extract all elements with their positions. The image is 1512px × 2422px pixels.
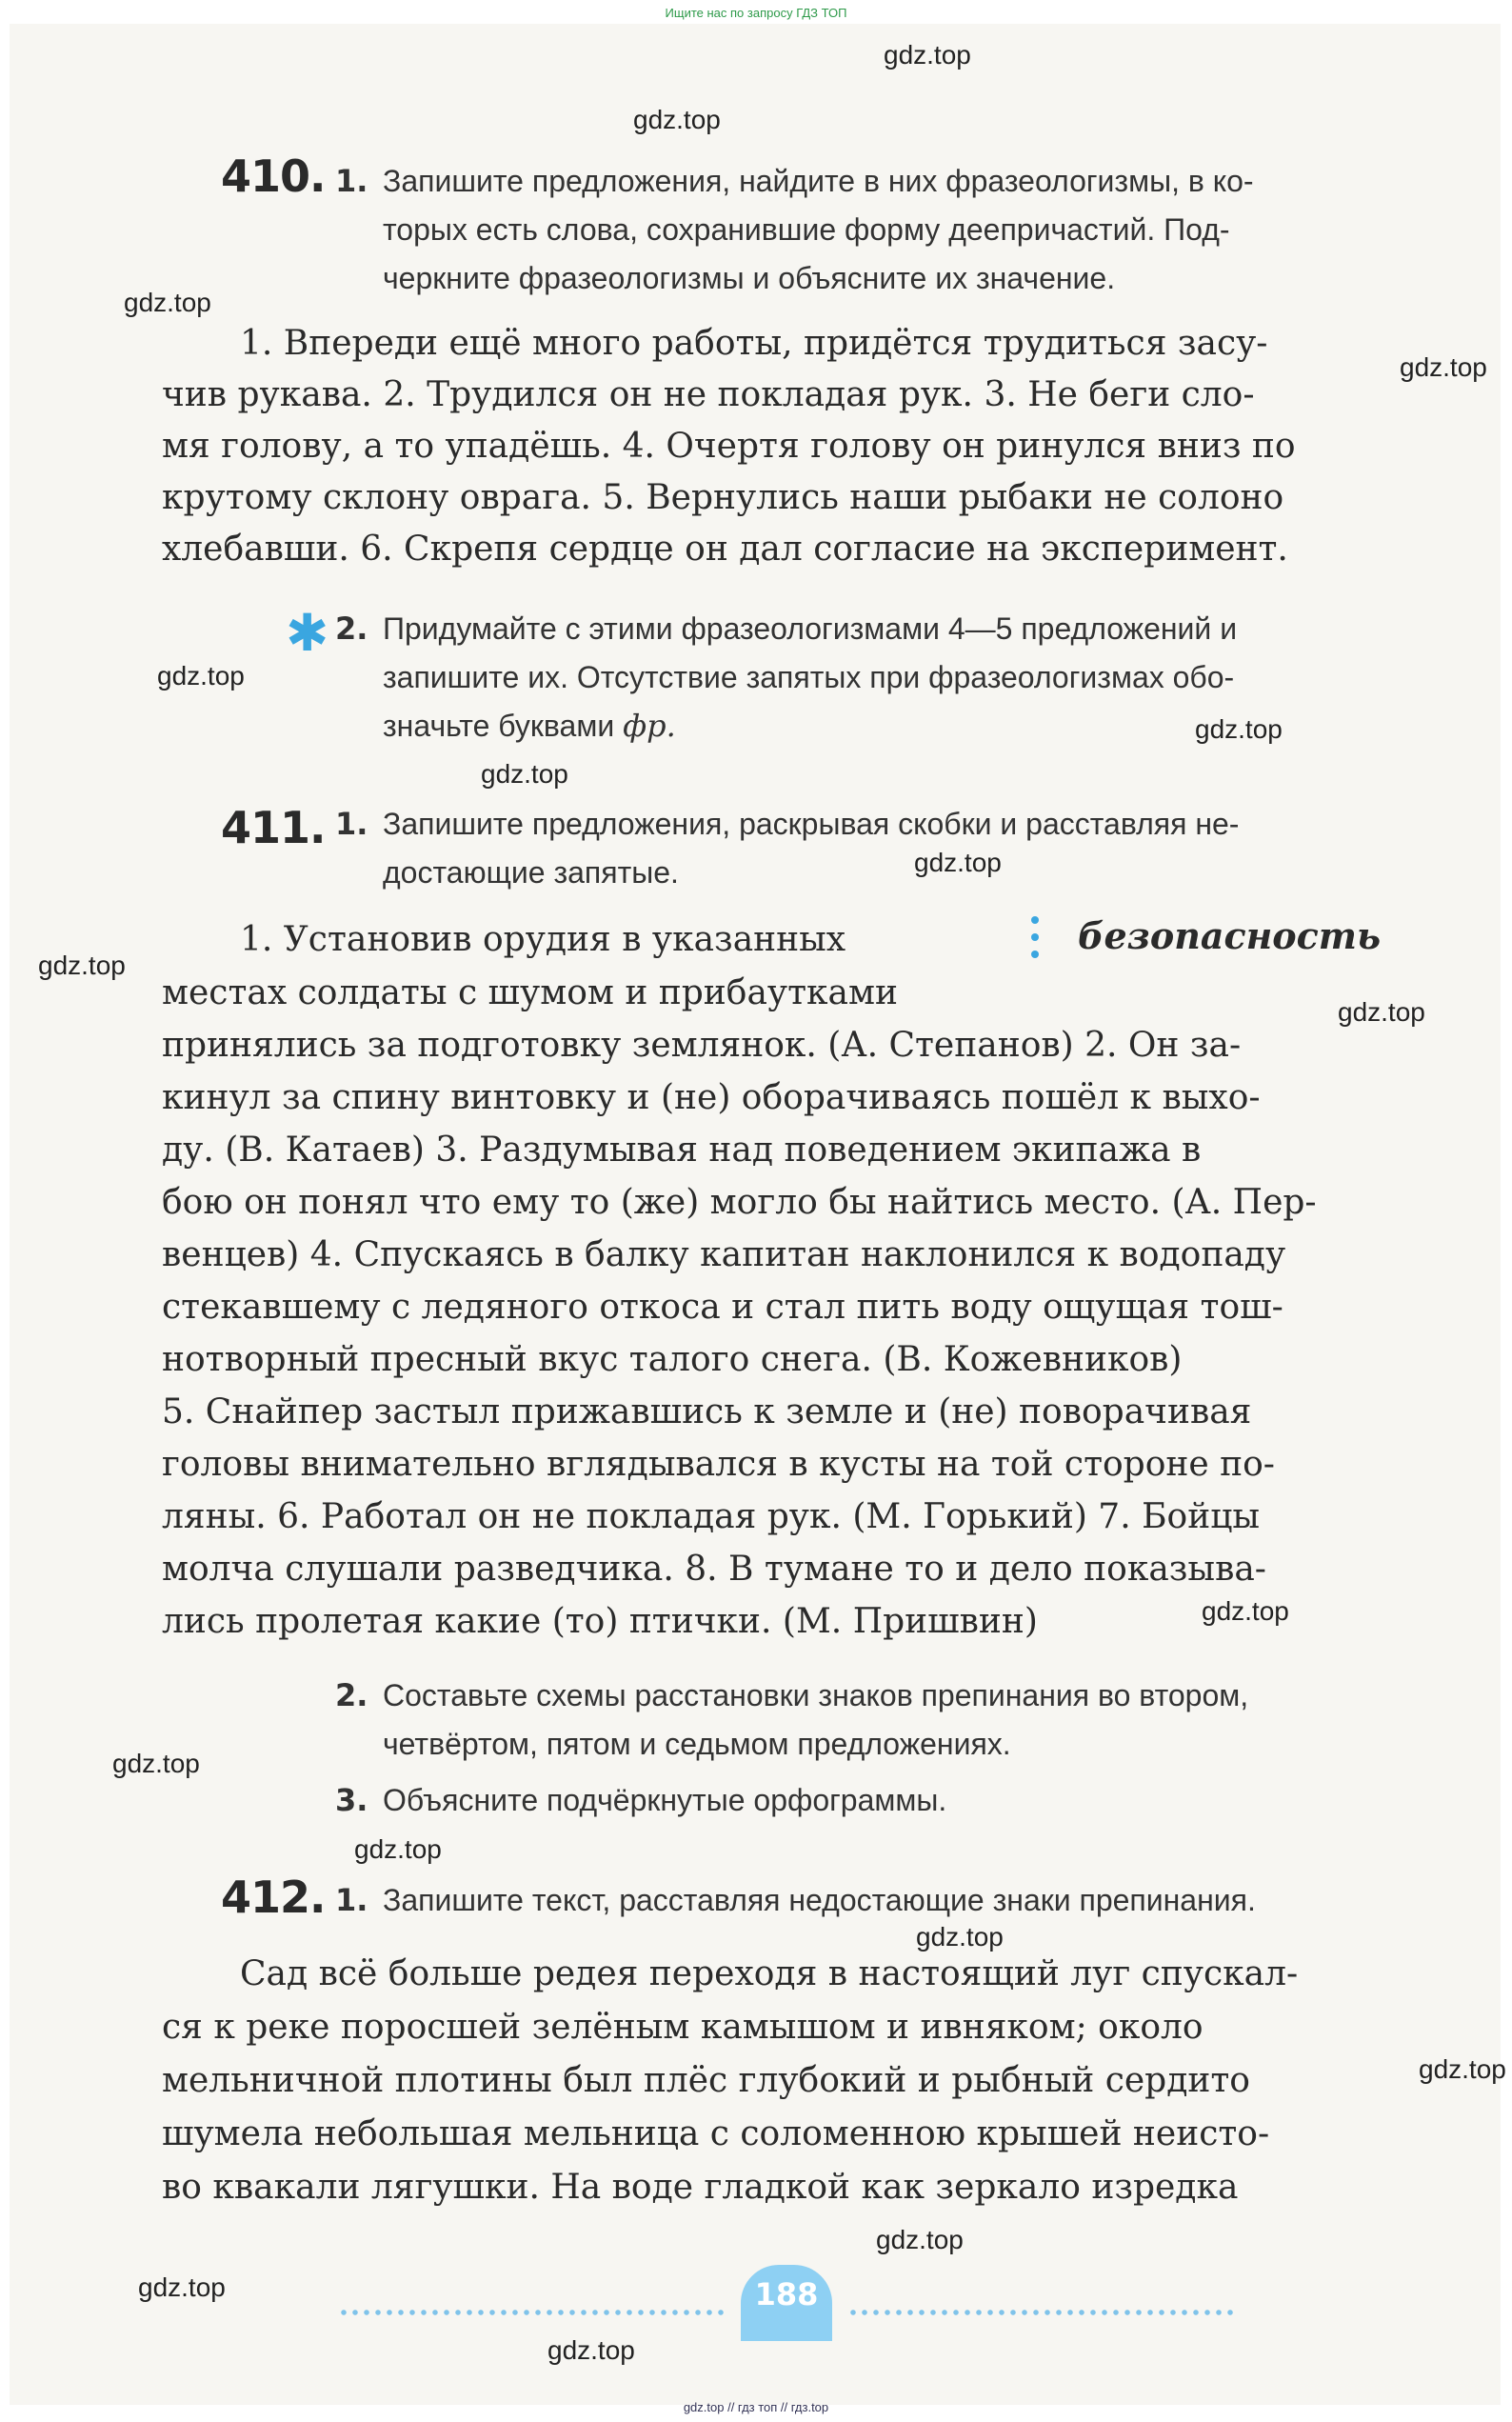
task-number: 3. [335,1782,368,1818]
task-line: Запишите текст, расставляя недостающие знаки препинания. [383,1883,1256,1917]
watermark: gdz.top [138,2272,226,2302]
task-line: достающие запятые. [383,855,679,890]
exercise-number: 411. [221,802,326,853]
watermark: gdz.top [547,2335,635,2365]
page-number: 188 [754,2276,819,2312]
task-2-instructions [335,1671,1411,1769]
task-1-instructions [335,800,1411,897]
text-line: ляны. 6. Работал он не покладая рук. (М. Горький) 7. Бойцы [162,1497,1261,1536]
watermark: gdz.top [1400,352,1487,382]
task-line: Объясните подчёркнутые орфограммы. [383,1783,947,1817]
watermark: gdz.top [1195,714,1283,744]
text-line: бою он понял что ему то (же) могло бы найтись место. (А. Пер- [162,1183,1317,1222]
watermark: gdz.top [1338,997,1425,1027]
task-line: черкните фразеологизмы и объясните их значение. [383,261,1116,295]
task-line-text: значьте буквами [383,709,615,743]
task-line: четвёртом, пятом и седьмом предложениях. [383,1727,1011,1761]
task-line: Придумайте с этими фразеологизмами 4—5 предложений и [383,611,1238,646]
exercise-number: 412. [221,1872,326,1923]
watermark: gdz.top [38,951,126,980]
text-line: чив рукава. 2. Трудился он не покладая рук. 3. Не беги сло- [162,375,1255,414]
watermark: gdz.top [481,759,568,789]
exercise-number: 410. [221,150,326,202]
text-line: молча слушали разведчика. 8. В тумане то и дело показыва- [162,1550,1266,1589]
watermark: gdz.top [157,661,245,691]
text-line: хлебавши. 6. Скрепя сердце он дал согласие на эксперимент. [162,530,1288,569]
watermark: gdz.top [916,1922,1004,1952]
watermark: gdz.top [914,848,1002,877]
task-line: Составьте схемы расстановки знаков препинания во втором, [383,1678,1249,1712]
text-line: местах солдаты с шумом и прибаутками [162,973,898,1012]
task-line: торых есть слова, сохранившие форму деепричастий. Под- [383,212,1230,247]
task-1-instructions [335,1876,1459,1925]
task-3-instructions [335,1776,1411,1825]
text-line: Сад всё больше редея переходя в настоящий луг спускал- [240,1954,1299,1993]
task-line: Запишите предложения, найдите в них фразеологизмы, в ко- [383,164,1254,198]
text-line: 1. Впереди ещё много работы, придётся трудиться засу- [240,324,1268,363]
task-number: 1. [335,806,368,842]
footer-dotted-line [847,2310,1238,2315]
text-line: стекавшему с ледяного откоса и стал пить воду ощущая тош- [162,1288,1283,1327]
text-line: кинул за спину винтовку и (не) оборачиваясь пошёл к выхо- [162,1078,1261,1117]
vocabulary-word: безопасность [1078,914,1382,957]
text-line: крутому склону оврага. 5. Вернулись наши рыбаки не солоно [162,478,1284,517]
asterisk-icon: ✱ [286,603,329,663]
watermark: gdz.top [876,2225,964,2254]
task-line: Запишите предложения, раскрывая скобки и расставляя не- [383,807,1240,841]
text-line: ся к реке поросшей зелёным камышом и ивняком; около [162,2008,1204,2047]
task-number: 1. [335,1882,368,1918]
text-line: лись пролетая какие (то) птички. (М. Пришвин) [162,1602,1038,1641]
footer-dotted-line [338,2310,728,2315]
task-number: 2. [335,1677,368,1713]
text-line: 5. Снайпер застыл прижавшись к земле и (не) поворачивая [162,1392,1252,1431]
text-line: венцев) 4. Спускаясь в балку капитан наклонился к водопаду [162,1235,1286,1274]
task-line: запишите их. Отсутствие запятых при фразеологизмах обо- [383,660,1235,694]
abbreviation: фр. [623,708,676,744]
text-line: 1. Установив орудия в указанных [240,920,846,959]
page-number-badge [741,2265,832,2341]
watermark: gdz.top [354,1834,442,1864]
text-line: принялись за подготовку землянок. (А. Степанов) 2. Он за- [162,1026,1242,1065]
text-line: мельничной плотины был плёс глубокий и рыбный сердито [162,2061,1250,2100]
text-line: шумела небольшая мельница с соломенною крышей неисто- [162,2114,1270,2153]
watermark: gdz.top [1202,1596,1289,1626]
bottom-promo-note: gdz.top // гдз топ // гдз.top [683,2400,829,2414]
watermark: gdz.top [884,40,971,70]
text-line: ду. (В. Катаев) 3. Раздумывая над поведением экипажа в [162,1131,1202,1170]
top-promo-note: Ищите нас по запросу ГДЗ ТОП [665,6,847,20]
task-2-instructions [335,605,1411,751]
watermark: gdz.top [112,1749,200,1778]
task-line [383,702,1411,751]
text-line: во квакали лягушки. На воде гладкой как зеркало изредка [162,2168,1239,2207]
task-1-instructions [335,157,1411,303]
watermark: gdz.top [633,105,721,134]
text-line: мя голову, а то упадёшь. 4. Очертя голову он ринулся вниз по [162,427,1296,466]
task-number: 2. [335,611,368,647]
watermark: gdz.top [1419,2054,1506,2084]
task-number: 1. [335,163,368,199]
text-line: головы внимательно вглядывался в кусты на той стороне по- [162,1445,1275,1484]
watermark: gdz.top [124,288,211,317]
text-line: нотворный пресный вкус талого снега. (В. Кожевников) [162,1340,1183,1379]
vocab-marker-icon [1031,916,1039,971]
